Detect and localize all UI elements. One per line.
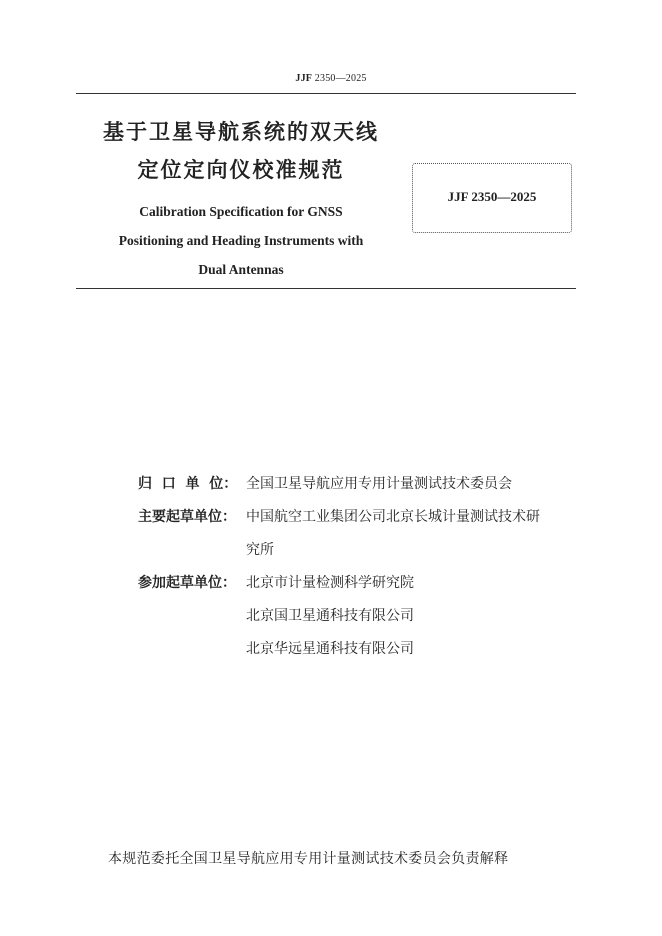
responsible-unit-row bbox=[138, 468, 584, 501]
participant-item: 北京华远星通科技有限公司 bbox=[246, 641, 414, 657]
header-spec-code bbox=[0, 73, 662, 84]
drafting-units bbox=[138, 468, 584, 666]
title-en-line-2: Positioning and Heading Instruments with bbox=[118, 233, 364, 248]
responsible-unit-value: 全国卫星导航应用专用计量测试技术委员会 bbox=[246, 476, 512, 492]
main-drafter-value-line-2: 究所 bbox=[246, 542, 274, 558]
responsible-unit-label: 归 口 单 位： bbox=[138, 476, 238, 492]
main-drafter-row bbox=[138, 501, 584, 567]
main-drafter-values bbox=[246, 501, 584, 567]
top-divider bbox=[76, 93, 576, 94]
participants-values bbox=[246, 567, 584, 666]
participant-item: 北京市计量检测科学研究院 bbox=[246, 575, 414, 591]
spec-code-text: JJF 2350—2025 bbox=[447, 189, 537, 204]
interpretation-note: 本规范委托全国卫星导航应用专用计量测试技术委员会负责解释 bbox=[108, 851, 509, 867]
main-drafter-label: 主要起草单位： bbox=[138, 509, 236, 525]
title-zh-line-1: 基于卫星导航系统的双天线 bbox=[103, 119, 379, 144]
main-drafter-value-line-1: 中国航空工业集团公司北京长城计量测试技术研 bbox=[246, 509, 540, 525]
responsible-unit-values bbox=[246, 468, 584, 501]
bottom-divider bbox=[76, 288, 576, 289]
title-block bbox=[76, 113, 406, 284]
participant-item: 北京国卫星通科技有限公司 bbox=[246, 608, 414, 624]
spec-code-box bbox=[412, 163, 572, 233]
header-code-number: 2350—2025 bbox=[312, 73, 367, 84]
title-en-line-1: Calibration Specification for GNSS bbox=[139, 204, 343, 219]
participants-row bbox=[138, 567, 584, 666]
title-zh-line-2: 定位定向仪校准规范 bbox=[137, 157, 345, 182]
title-en-line-3: Dual Antennas bbox=[198, 262, 284, 277]
header-code-prefix: JJF bbox=[295, 73, 313, 84]
participants-label: 参加起草单位： bbox=[138, 575, 236, 591]
